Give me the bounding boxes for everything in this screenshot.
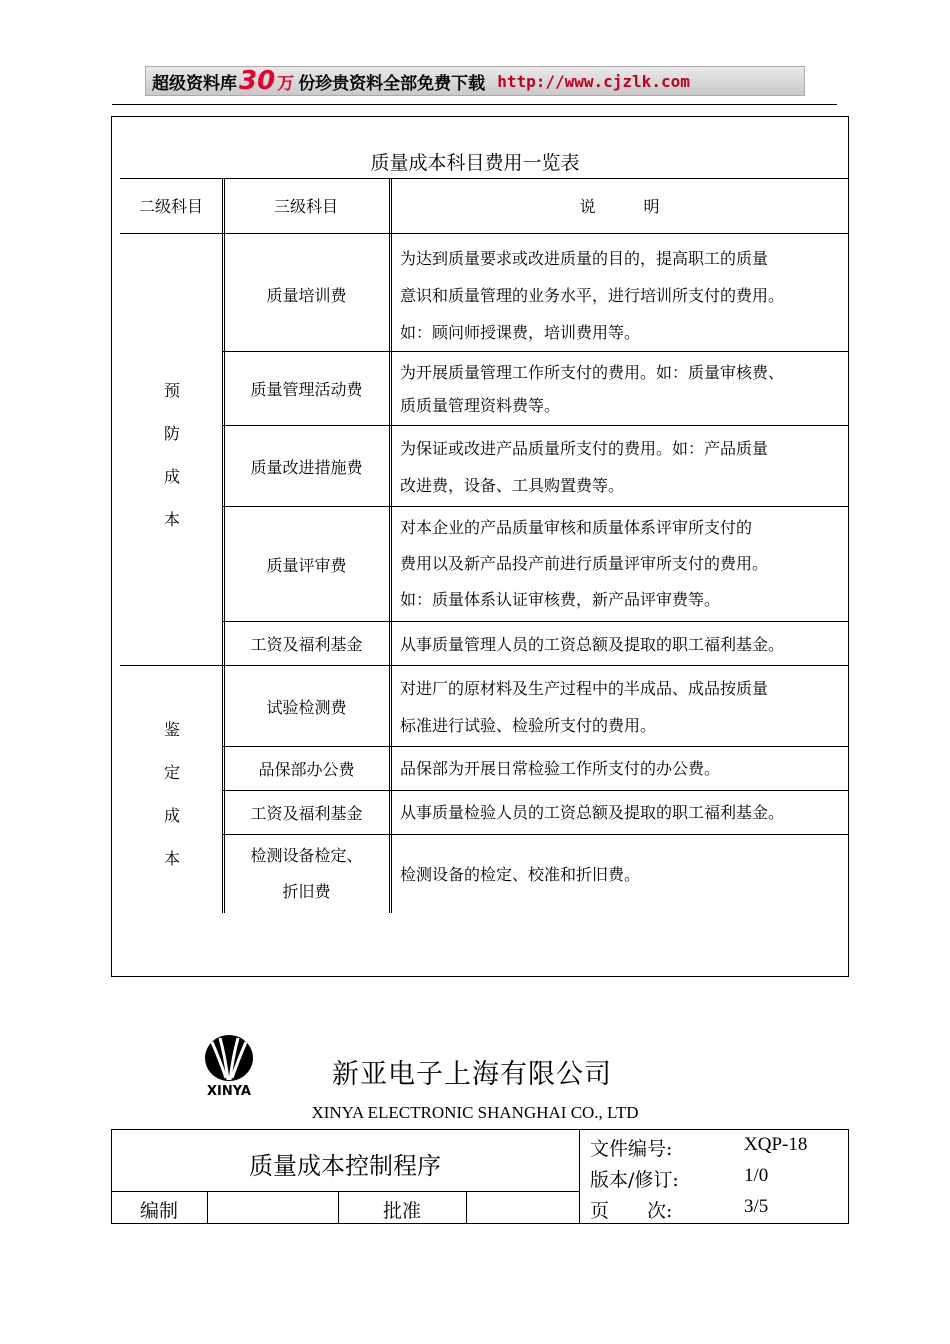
approved-by-label: 批准 <box>382 1200 421 1222</box>
header-bottom-rule <box>120 233 849 234</box>
xinya-logo <box>199 1034 259 1096</box>
column-rule-2 <box>389 178 390 913</box>
item-equipment-calibration: 检测设备检定、 折旧费 <box>250 846 363 901</box>
desc-quality-management: 为开展质量管理工作所支付的费用。如：质量审核费、 质质量管理资料费等。 <box>400 363 785 415</box>
item-office-expense: 品保部办公费 <box>258 760 355 779</box>
footer-row-rule <box>111 1191 579 1192</box>
column-rule-2b <box>391 178 392 913</box>
desc-quality-review: 对本企业的产品质量审核和质量体系评审所支付的 费用以及新产品投产前进行质量评审所支付的费用。 如：质量体系认证审核费，新产品评审费等。 <box>400 518 769 609</box>
item-quality-review: 质量评审费 <box>266 555 347 575</box>
doc-number-value: XQP-18 <box>744 1134 808 1155</box>
company-name-cn: 新亚电子上海有限公司 <box>332 1059 612 1090</box>
desc-wages-prevention: 从事质量管理人员的工资总额及提取的职工福利基金。 <box>400 635 785 654</box>
item-quality-training: 质量培训费 <box>266 285 347 305</box>
group-appraisal-cost: 鉴 定 成 本 <box>163 720 180 868</box>
document-title: 质量成本控制程序 <box>249 1152 441 1180</box>
column-rule-1 <box>222 178 223 913</box>
logo-text: XINYA <box>207 1084 251 1096</box>
item-quality-management: 质量管理活动费 <box>250 380 363 399</box>
page-value: 3/5 <box>744 1196 769 1217</box>
header-rule <box>112 104 837 105</box>
item-wages-prevention: 工资及福利基金 <box>250 635 363 654</box>
desc-wages-appraisal: 从事质量检验人员的工资总额及提取的职工福利基金。 <box>400 803 785 822</box>
header-level2: 二级科目 <box>138 197 203 216</box>
footer-cell-rule <box>207 1191 208 1224</box>
top-banner[interactable] <box>145 66 805 96</box>
xinya-logo-mark <box>199 1034 259 1096</box>
header-description: 说 明 <box>579 197 660 216</box>
version-value: 1/0 <box>744 1165 769 1186</box>
banner-url[interactable]: http://www.cjzlk.com <box>497 71 690 91</box>
company-name-en: XINYA ELECTRONIC SHANGHAI CO., LTD <box>311 1103 639 1122</box>
item-wages-appraisal: 工资及福利基金 <box>250 804 363 823</box>
footer-cell-rule <box>466 1191 467 1224</box>
table-title: 质量成本科目费用一览表 <box>370 152 580 174</box>
version-label: 版本/修订: <box>590 1169 679 1191</box>
banner-number: 30 <box>239 66 276 96</box>
header-level3: 三级科目 <box>273 197 338 216</box>
desc-office-expense: 品保部为开展日常检验工作所支付的办公费。 <box>400 759 721 778</box>
desc-quality-improvement: 为保证或改进产品质量所支付的费用。如：产品质量 改进费，设备、工具购置费等。 <box>400 439 769 495</box>
desc-quality-training: 为达到质量要求或改进质量的目的，提高职工的质量 意识和质量管理的业务水平，进行培训所支付的费用。 如：顾问师授课费，培训费用等。 <box>400 249 785 342</box>
compiled-by-label: 编制 <box>139 1200 178 1222</box>
doc-number-label: 文件编号: <box>590 1138 673 1160</box>
desc-equipment-calibration: 检测设备的检定、校准和折旧费。 <box>400 865 641 884</box>
banner-wan: 万 <box>277 73 295 94</box>
group-prevention-cost: 预 防 成 本 <box>163 381 180 529</box>
footer-column-rule <box>579 1129 580 1224</box>
banner-suffix: 份珍贵资料全部免费下载 <box>298 73 486 94</box>
page-label: 页 次: <box>590 1200 673 1222</box>
item-testing: 试验检测费 <box>266 697 347 717</box>
desc-testing: 对进厂的原材料及生产过程中的半成品、成品按质量 标准进行试验、检验所支付的费用。 <box>400 679 769 735</box>
item-quality-improvement: 质量改进措施费 <box>250 457 363 477</box>
banner-prefix: 超级资料库 <box>152 73 237 94</box>
